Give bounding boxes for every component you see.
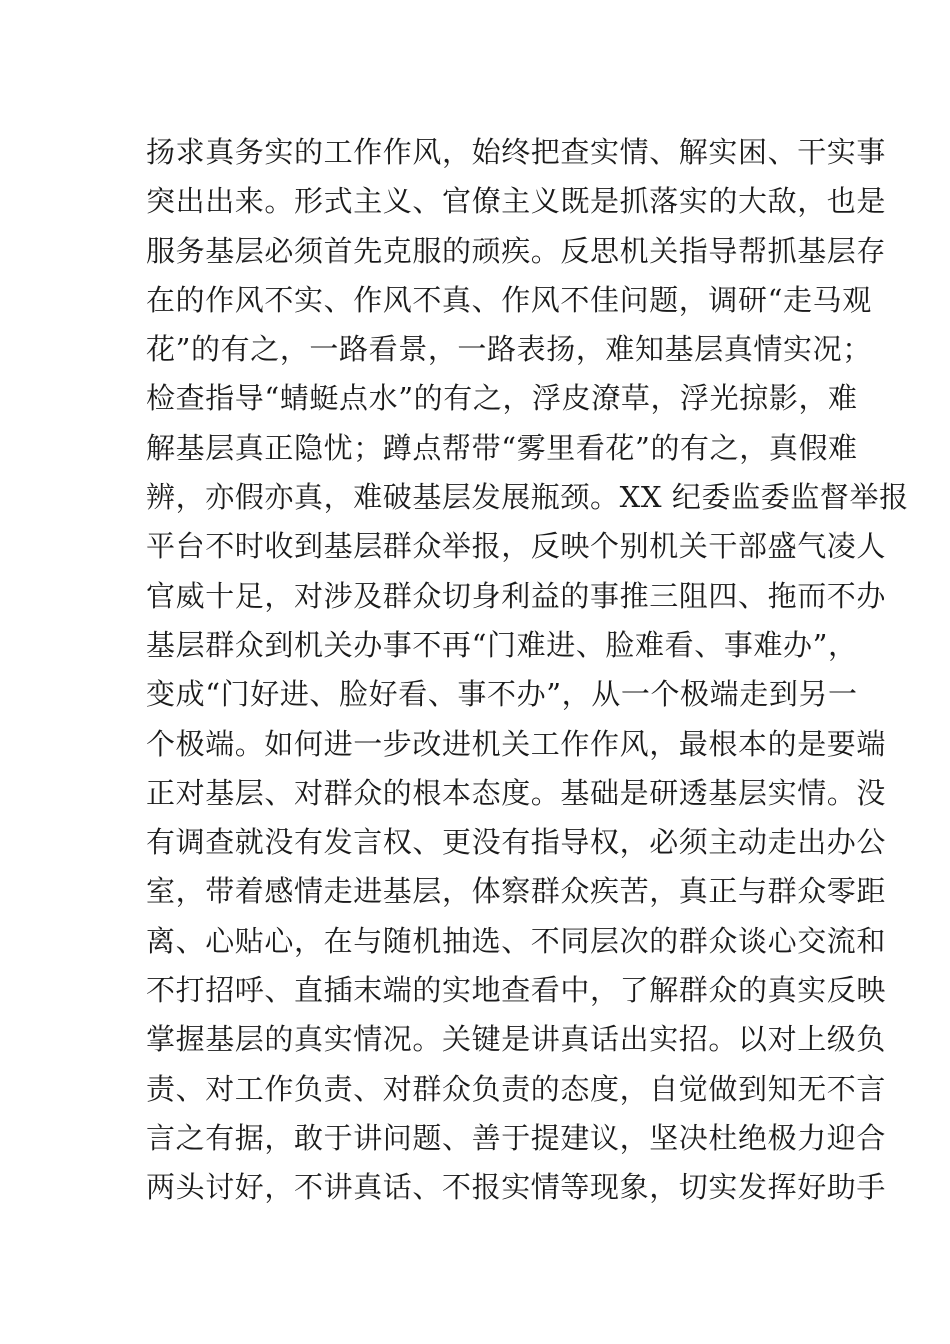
text-line: 两头讨好，不讲真话、不报实情等现象，切实发挥好助手: [146, 1170, 887, 1205]
text-line: 在的作风不实、作风不真、作风不佳问题，调研“走马观: [146, 282, 872, 317]
text-line: 解基层真正隐忧；蹲点帮带“雾里看花”的有之，真假难: [146, 430, 858, 465]
text-line: 基层群众到机关办事不再“门难进、脸难看、事难办”，: [146, 627, 858, 662]
text-line: 扬求真务实的工作作风，始终把查实情、解实困、干实事: [146, 135, 887, 169]
text-line: 辨，亦假亦真，难破基层发展瓶颈。XX 纪委监委监督举报: [146, 480, 909, 515]
text-line: 突出出来。形式主义、官僚主义既是抓落实的大敌，也是: [146, 184, 887, 219]
text-line: 室，带着感情走进基层，体察群众疾苦，真正与群众零距: [146, 874, 887, 909]
text-line: 平台不时收到基层群众举报，反映个别机关干部盛气凌人: [146, 529, 887, 564]
body-text: [146, 128, 909, 1213]
text-line: 掌握基层的真实情况。关键是讲真话出实招。以对上级负: [146, 1022, 887, 1057]
text-line: 变成“门好进、脸好看、事不办”，从一个极端走到另一: [146, 677, 858, 712]
text-line: 检查指导“蜻蜓点水”的有之，浮皮潦草，浮光掠影，难: [146, 381, 858, 416]
text-line: 服务基层必须首先克服的顽疾。反思机关指导帮抓基层存: [146, 233, 887, 268]
text-line: 不打招呼、直插末端的实地查看中，了解群众的真实反映: [146, 973, 887, 1008]
text-line: 离、心贴心，在与随机抽选、不同层次的群众谈心交流和: [146, 923, 887, 958]
text-line: 言之有据，敢于讲问题、善于提建议，坚决杜绝极力迎合: [146, 1120, 887, 1155]
text-line: 花”的有之，一路看景，一路表扬，难知基层真情实况；: [146, 332, 872, 367]
text-line: 官威十足，对涉及群众切身利益的事推三阻四、拖而不办: [146, 578, 887, 613]
text-line: 责、对工作负责、对群众负责的态度，自觉做到知无不言: [146, 1071, 887, 1106]
text-line: 正对基层、对群众的根本态度。基础是研透基层实情。没: [146, 775, 887, 810]
text-line: 有调查就没有发言权、更没有指导权，必须主动走出办公: [146, 825, 887, 860]
text-line: 个极端。如何进一步改进机关工作作风，最根本的是要端: [146, 726, 887, 761]
